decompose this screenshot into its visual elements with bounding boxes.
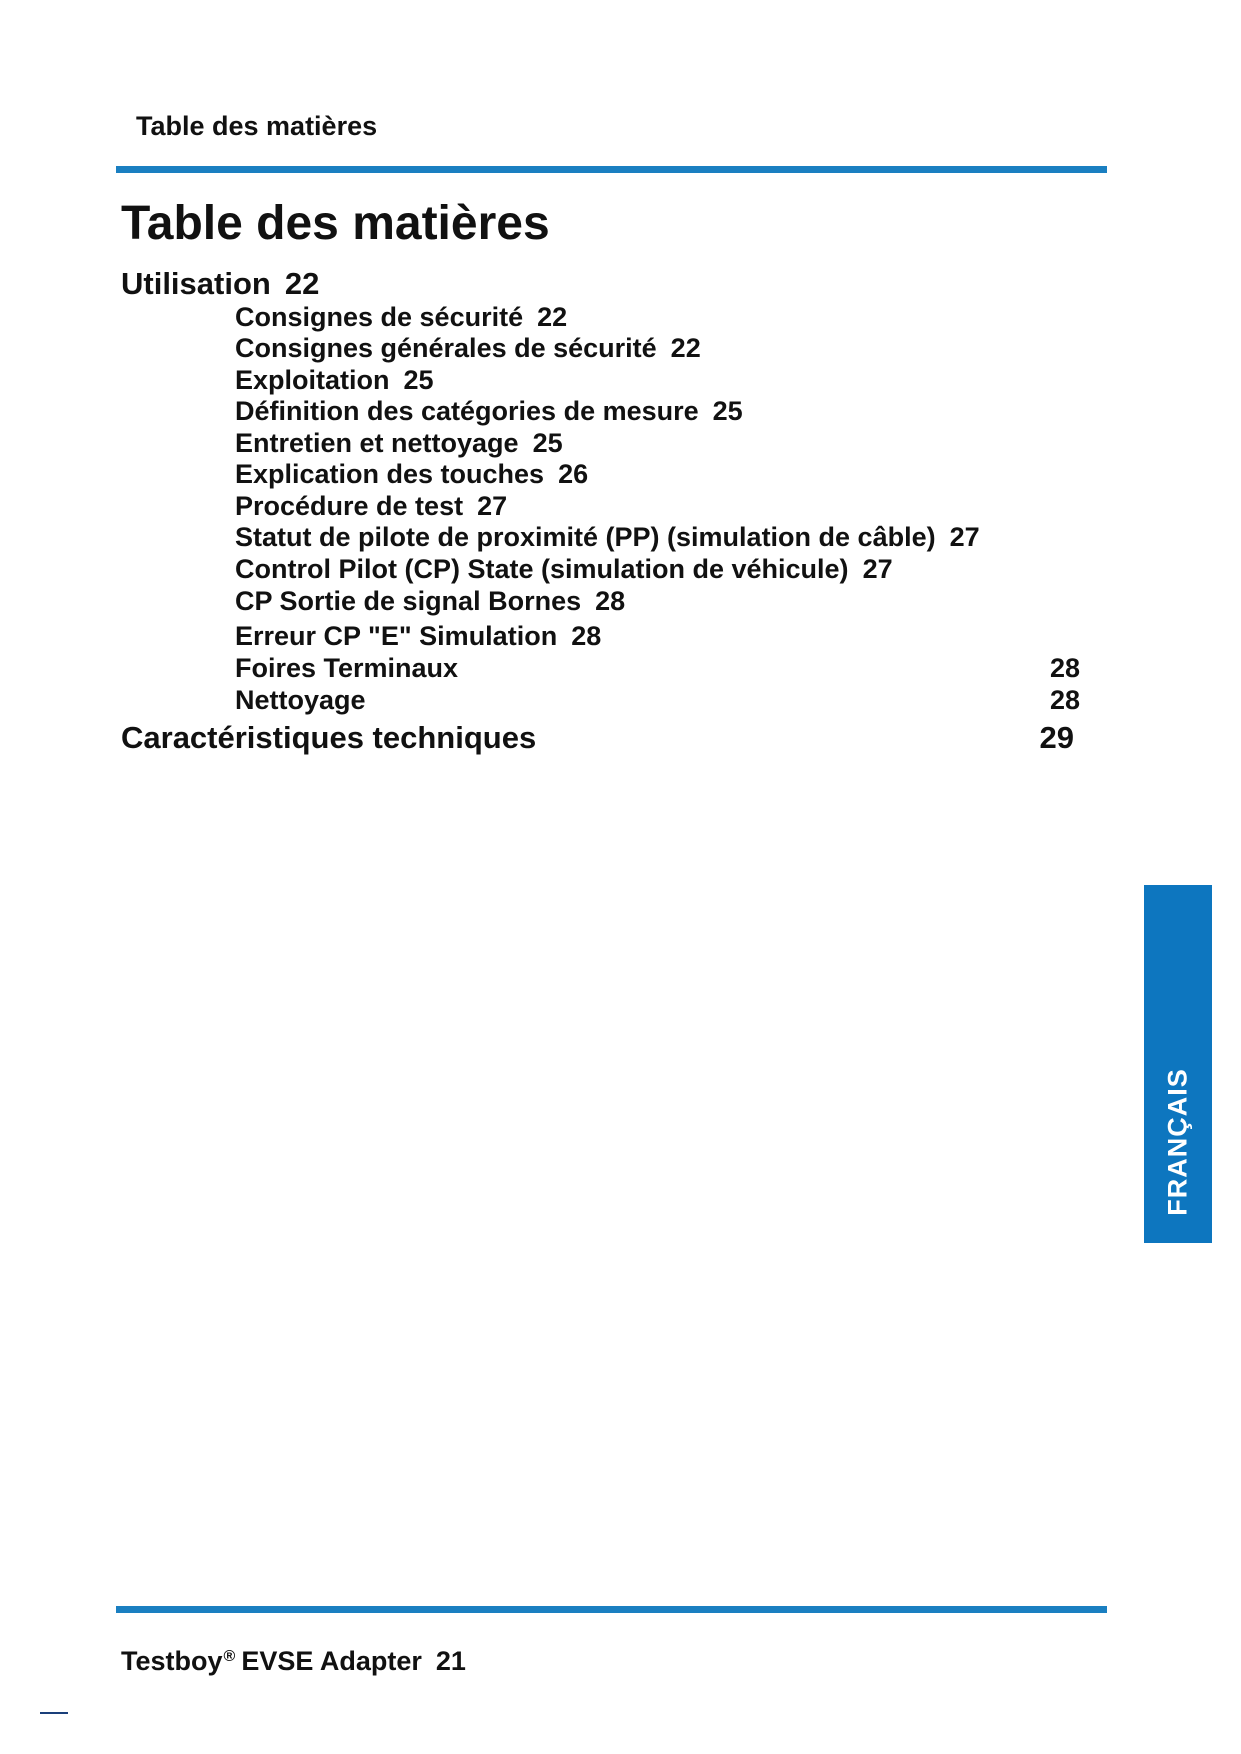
toc-entry-page: 25: [532, 428, 563, 458]
toc-entry-label: Control Pilot (CP) State (simulation de véhicule): [235, 554, 849, 584]
toc-entry-page: 27: [949, 522, 980, 552]
toc-entry-label: Explication des touches: [235, 459, 545, 489]
toc-entry-page: 25: [712, 396, 743, 426]
toc-entry-page: 28: [571, 621, 602, 651]
toc-entry-page: 22: [537, 302, 568, 332]
language-tab-label: FRANÇAIS: [1162, 1068, 1193, 1216]
toc-entry[interactable]: [235, 395, 743, 427]
toc-entry-label: Entretien et nettoyage: [235, 428, 519, 458]
toc-entry-label: Procédure de test: [235, 491, 464, 521]
toc-entry-label: Nettoyage: [235, 685, 366, 715]
toc-entry-label: CP Sortie de signal Bornes: [235, 586, 582, 616]
toc-entry[interactable]: [235, 490, 507, 522]
toc-entry[interactable]: [235, 521, 980, 553]
toc-entry-page: 25: [403, 365, 434, 395]
page-title: Table des matières: [121, 197, 550, 250]
toc-entry[interactable]: [235, 364, 434, 396]
toc-entry-page: 28: [595, 586, 626, 616]
toc-entry-label: Erreur CP "E" Simulation: [235, 621, 558, 651]
toc-entry-label: Caractéristiques techniques: [121, 720, 537, 755]
toc-entry-page: 29: [1039, 720, 1074, 755]
toc-entry-label: Exploitation: [235, 365, 390, 395]
registered-mark: ®: [223, 1648, 236, 1665]
toc-entry-utilisation[interactable]: [121, 266, 319, 302]
toc-entry-page: 22: [284, 266, 320, 301]
corner-mark: [40, 1712, 68, 1714]
toc-entry-page: 26: [558, 459, 589, 489]
running-header: Table des matières: [136, 111, 378, 141]
toc-entry-label: Consignes générales de sécurité: [235, 333, 657, 363]
toc-entry[interactable]: [235, 458, 588, 490]
footer: [121, 1640, 466, 1678]
language-tab[interactable]: [1144, 885, 1212, 1243]
toc-entry[interactable]: [235, 301, 567, 333]
toc-entry[interactable]: [235, 684, 366, 716]
toc-entry[interactable]: [235, 427, 563, 459]
toc-entry[interactable]: [235, 652, 458, 684]
toc-entry-caracteristiques[interactable]: [121, 720, 536, 756]
toc-entry-label: Statut de pilote de proximité (PP) (simulation de câble): [235, 522, 936, 552]
footer-rule: [116, 1606, 1107, 1613]
toc-entry[interactable]: [235, 620, 601, 652]
toc-entry-label: Utilisation: [121, 266, 271, 301]
toc-entry-page: 27: [477, 491, 508, 521]
toc-entry-page: 28: [1049, 653, 1080, 683]
header-rule: [116, 166, 1107, 173]
toc-entry[interactable]: [235, 332, 701, 364]
footer-product: EVSE Adapter: [241, 1646, 422, 1676]
toc-entry-page: 28: [1049, 685, 1080, 715]
toc-entry-label: Définition des catégories de mesure: [235, 396, 699, 426]
toc-entry-label: Consignes de sécurité: [235, 302, 524, 332]
toc-entry[interactable]: [235, 585, 625, 617]
footer-page-number: 21: [435, 1646, 466, 1676]
toc-entry-label: Foires Terminaux: [235, 653, 459, 683]
toc-entry[interactable]: [235, 553, 893, 585]
footer-brand: Testboy: [121, 1646, 223, 1676]
toc-entry-page: 27: [862, 554, 893, 584]
toc-entry-page: 22: [670, 333, 701, 363]
